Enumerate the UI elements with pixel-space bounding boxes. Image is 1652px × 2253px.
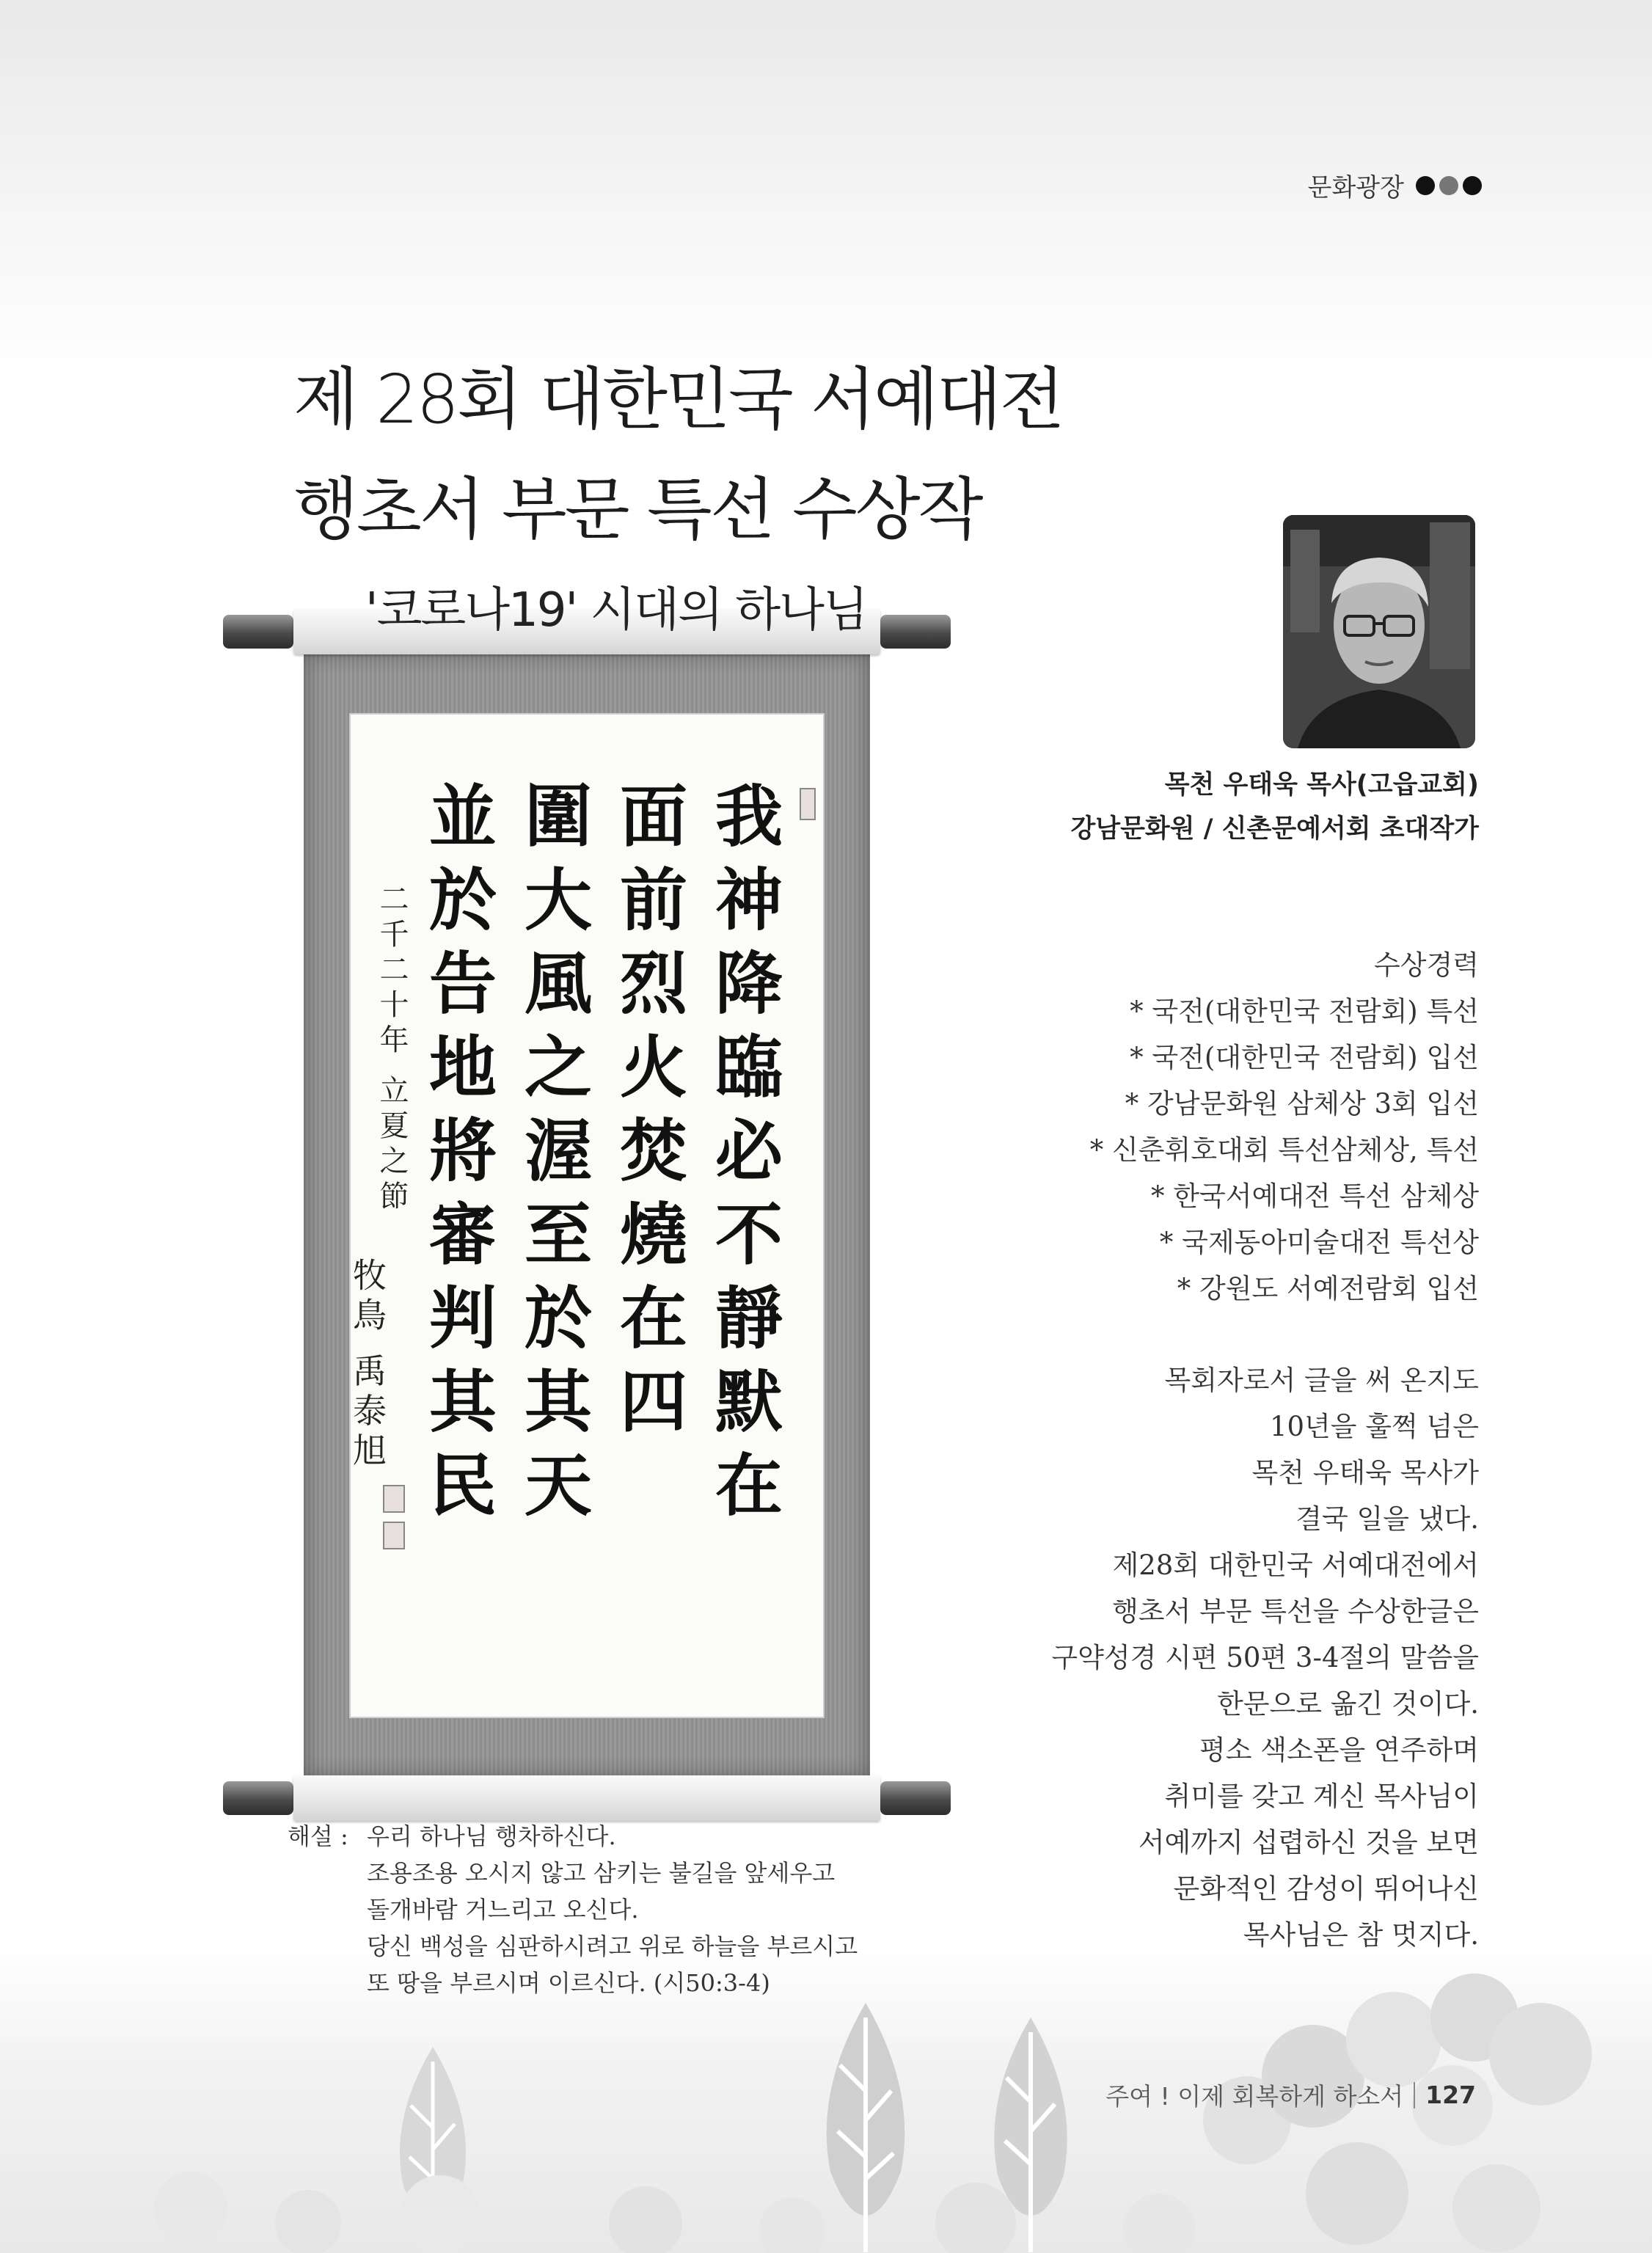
subtitle: '코로나19' 시대의 하나님 (365, 583, 867, 638)
caption-line: 당신 백성을 심판하시려고 위로 하늘을 부르시고 (367, 1932, 858, 1960)
headline-line-2: 행초서 부문 특선 수상작 (293, 470, 982, 549)
footer-title: 주여 ! 이제 회복하게 하소서 (1105, 2082, 1404, 2111)
section-tag (1308, 167, 1482, 203)
award-item: * 신춘휘호대회 특선삼체상, 특선 (1089, 1134, 1479, 1166)
signature-date: 二千二十年 立夏之節 (375, 883, 409, 1216)
rod-knob-icon (223, 615, 293, 649)
calligraphy-column-3: 圍大風之渥至於其天 (513, 781, 593, 1533)
calligraphy-column-1: 我神降臨必不靜默在 (704, 781, 783, 1533)
section-label: 문화광장 (1307, 173, 1404, 202)
rod-knob-icon (223, 1781, 293, 1815)
bio-line: 한문으로 옮긴 것이다. (1217, 1688, 1479, 1720)
section-dots-icon (1416, 176, 1482, 195)
rod-knob-icon (880, 1781, 951, 1815)
award-item: * 국제동아미술대전 특선상 (1159, 1227, 1479, 1258)
calligraphy-column-2: 面前烈火焚燒在四 (609, 781, 688, 1450)
flower-field-icon (132, 2098, 1379, 2253)
bio-line: 목사님은 참 멋지다. (1243, 1919, 1479, 1951)
caption-line: 또 땅을 부르시며 이르신다. (시50:3-4) (367, 1969, 770, 1997)
caption-line: 돌개바람 거느리고 오신다. (367, 1896, 639, 1924)
author-info (1071, 763, 1480, 851)
award-item: * 국전(대한민국 전람회) 입선 (1130, 1042, 1479, 1073)
footer-divider (1414, 2082, 1415, 2108)
scroll-bottom-rod (220, 1775, 954, 1821)
scroll-mount (304, 653, 870, 1777)
seal-stamp-icon (383, 1485, 405, 1513)
artwork-caption (288, 1818, 858, 2001)
bio-line: 제28회 대한민국 서예대전에서 (1112, 1549, 1479, 1581)
bio-line: 평소 색소폰을 연주하며 (1199, 1734, 1479, 1766)
award-item: * 강남문화원 삼체상 3회 입선 (1125, 1088, 1479, 1120)
bio-text (1051, 1357, 1479, 1958)
calligraphy-artwork (348, 715, 823, 1717)
calligraphy-column-4: 並於告地將審判其民 (418, 781, 497, 1533)
bio-line: 구약성경 시편 50편 3-4절의 말씀을 (1051, 1642, 1479, 1673)
awards-heading: 수상경력 (1374, 949, 1479, 981)
award-item: * 강원도 서예전람회 입선 (1177, 1273, 1479, 1304)
bio-line: 서예까지 섭렵하신 것을 보면 (1138, 1827, 1479, 1858)
page-number: 127 (1425, 2081, 1476, 2109)
author-affiliation: 강남문화원 / 신촌문예서회 초대작가 (1070, 814, 1479, 844)
caption-line: 조용조용 오시지 않고 삼키는 불길을 앞세우고 (367, 1859, 836, 1887)
bio-line: 취미를 갖고 계신 목사님이 (1164, 1781, 1479, 1812)
headline (293, 345, 1063, 565)
bio-line: 목회자로서 글을 써 온지도 (1164, 1365, 1479, 1396)
page-footer (1105, 2078, 1476, 2112)
signature-name: 牧鳥 禹泰旭 (348, 1257, 387, 1472)
bio-line: 문화적인 감성이 뛰어나신 (1173, 1873, 1479, 1905)
bio-line: 10년을 훌쩍 넘은 (1269, 1411, 1479, 1442)
seal-stamp-icon (800, 788, 816, 820)
headline-line-1: 제 28회 대한민국 서예대전 (293, 360, 1063, 439)
bio-line: 목천 우태욱 목사가 (1251, 1457, 1479, 1489)
award-item: * 한국서예대전 특선 삼체상 (1151, 1180, 1479, 1212)
seal-stamp-icon (383, 1522, 405, 1549)
caption-line: 우리 하나님 행차하신다. (367, 1822, 616, 1850)
author-photo (1283, 515, 1475, 748)
caption-label: 해설 : (288, 1822, 348, 1850)
bio-line: 결국 일을 냈다. (1295, 1503, 1479, 1535)
calligraphy-scroll (220, 602, 954, 1849)
bio-line: 행초서 부문 특선을 수상한글은 (1112, 1596, 1479, 1627)
award-item: * 국전(대한민국 전람회) 특선 (1130, 996, 1479, 1027)
author-name: 목천 우태욱 목사(고읍교회) (1164, 770, 1479, 800)
rod-knob-icon (880, 615, 951, 649)
awards-list (1090, 942, 1479, 1312)
